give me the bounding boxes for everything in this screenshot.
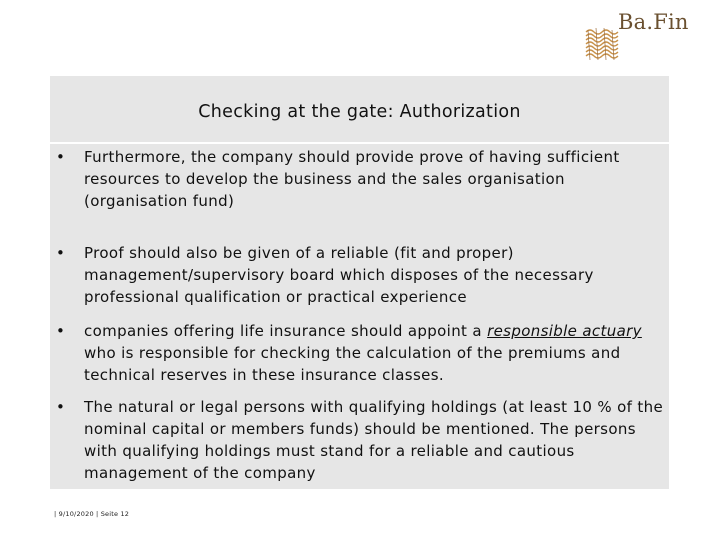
responsible-actuary-term: responsible actuary	[487, 322, 642, 340]
logo-text: Ba.Fin	[618, 10, 689, 34]
footer-date-page: | 9/10/2020 | Seite 12	[54, 510, 130, 518]
slide-content-panel	[50, 76, 669, 489]
slide-title: Checking at the gate: Authorization	[198, 102, 521, 122]
bafin-wave-mark-icon	[584, 24, 620, 62]
bullet-marker: •	[56, 322, 65, 340]
bullet-marker: •	[56, 244, 65, 262]
bullet-text: Furthermore, the company should provide prove of having sufficient resources to develop the business and the sales organisation (organisation fund)	[84, 148, 620, 210]
bullet-text: The natural or legal persons with qualifying holdings (at least 10 % of the nominal capital or members funds) should be mentioned. The persons with qualifying holdings must stand for a reliable and cautious management of the company	[84, 398, 664, 482]
bullet-text	[84, 320, 666, 386]
bullet-marker: •	[56, 148, 65, 166]
bullet-text-suffix: who is responsible for checking the calculation of the premiums and technical reserves in these insurance classes.	[84, 344, 621, 384]
bullet-text: Proof should also be given of a reliable (fit and proper) management/supervisory board which disposes of the necessary professional qualification or practical experience	[84, 244, 594, 306]
bullet-text-prefix: companies offering life insurance should appoint a	[84, 322, 488, 340]
bullet-marker: •	[56, 398, 65, 416]
title-bar	[50, 76, 669, 144]
bafin-logo	[584, 10, 714, 60]
